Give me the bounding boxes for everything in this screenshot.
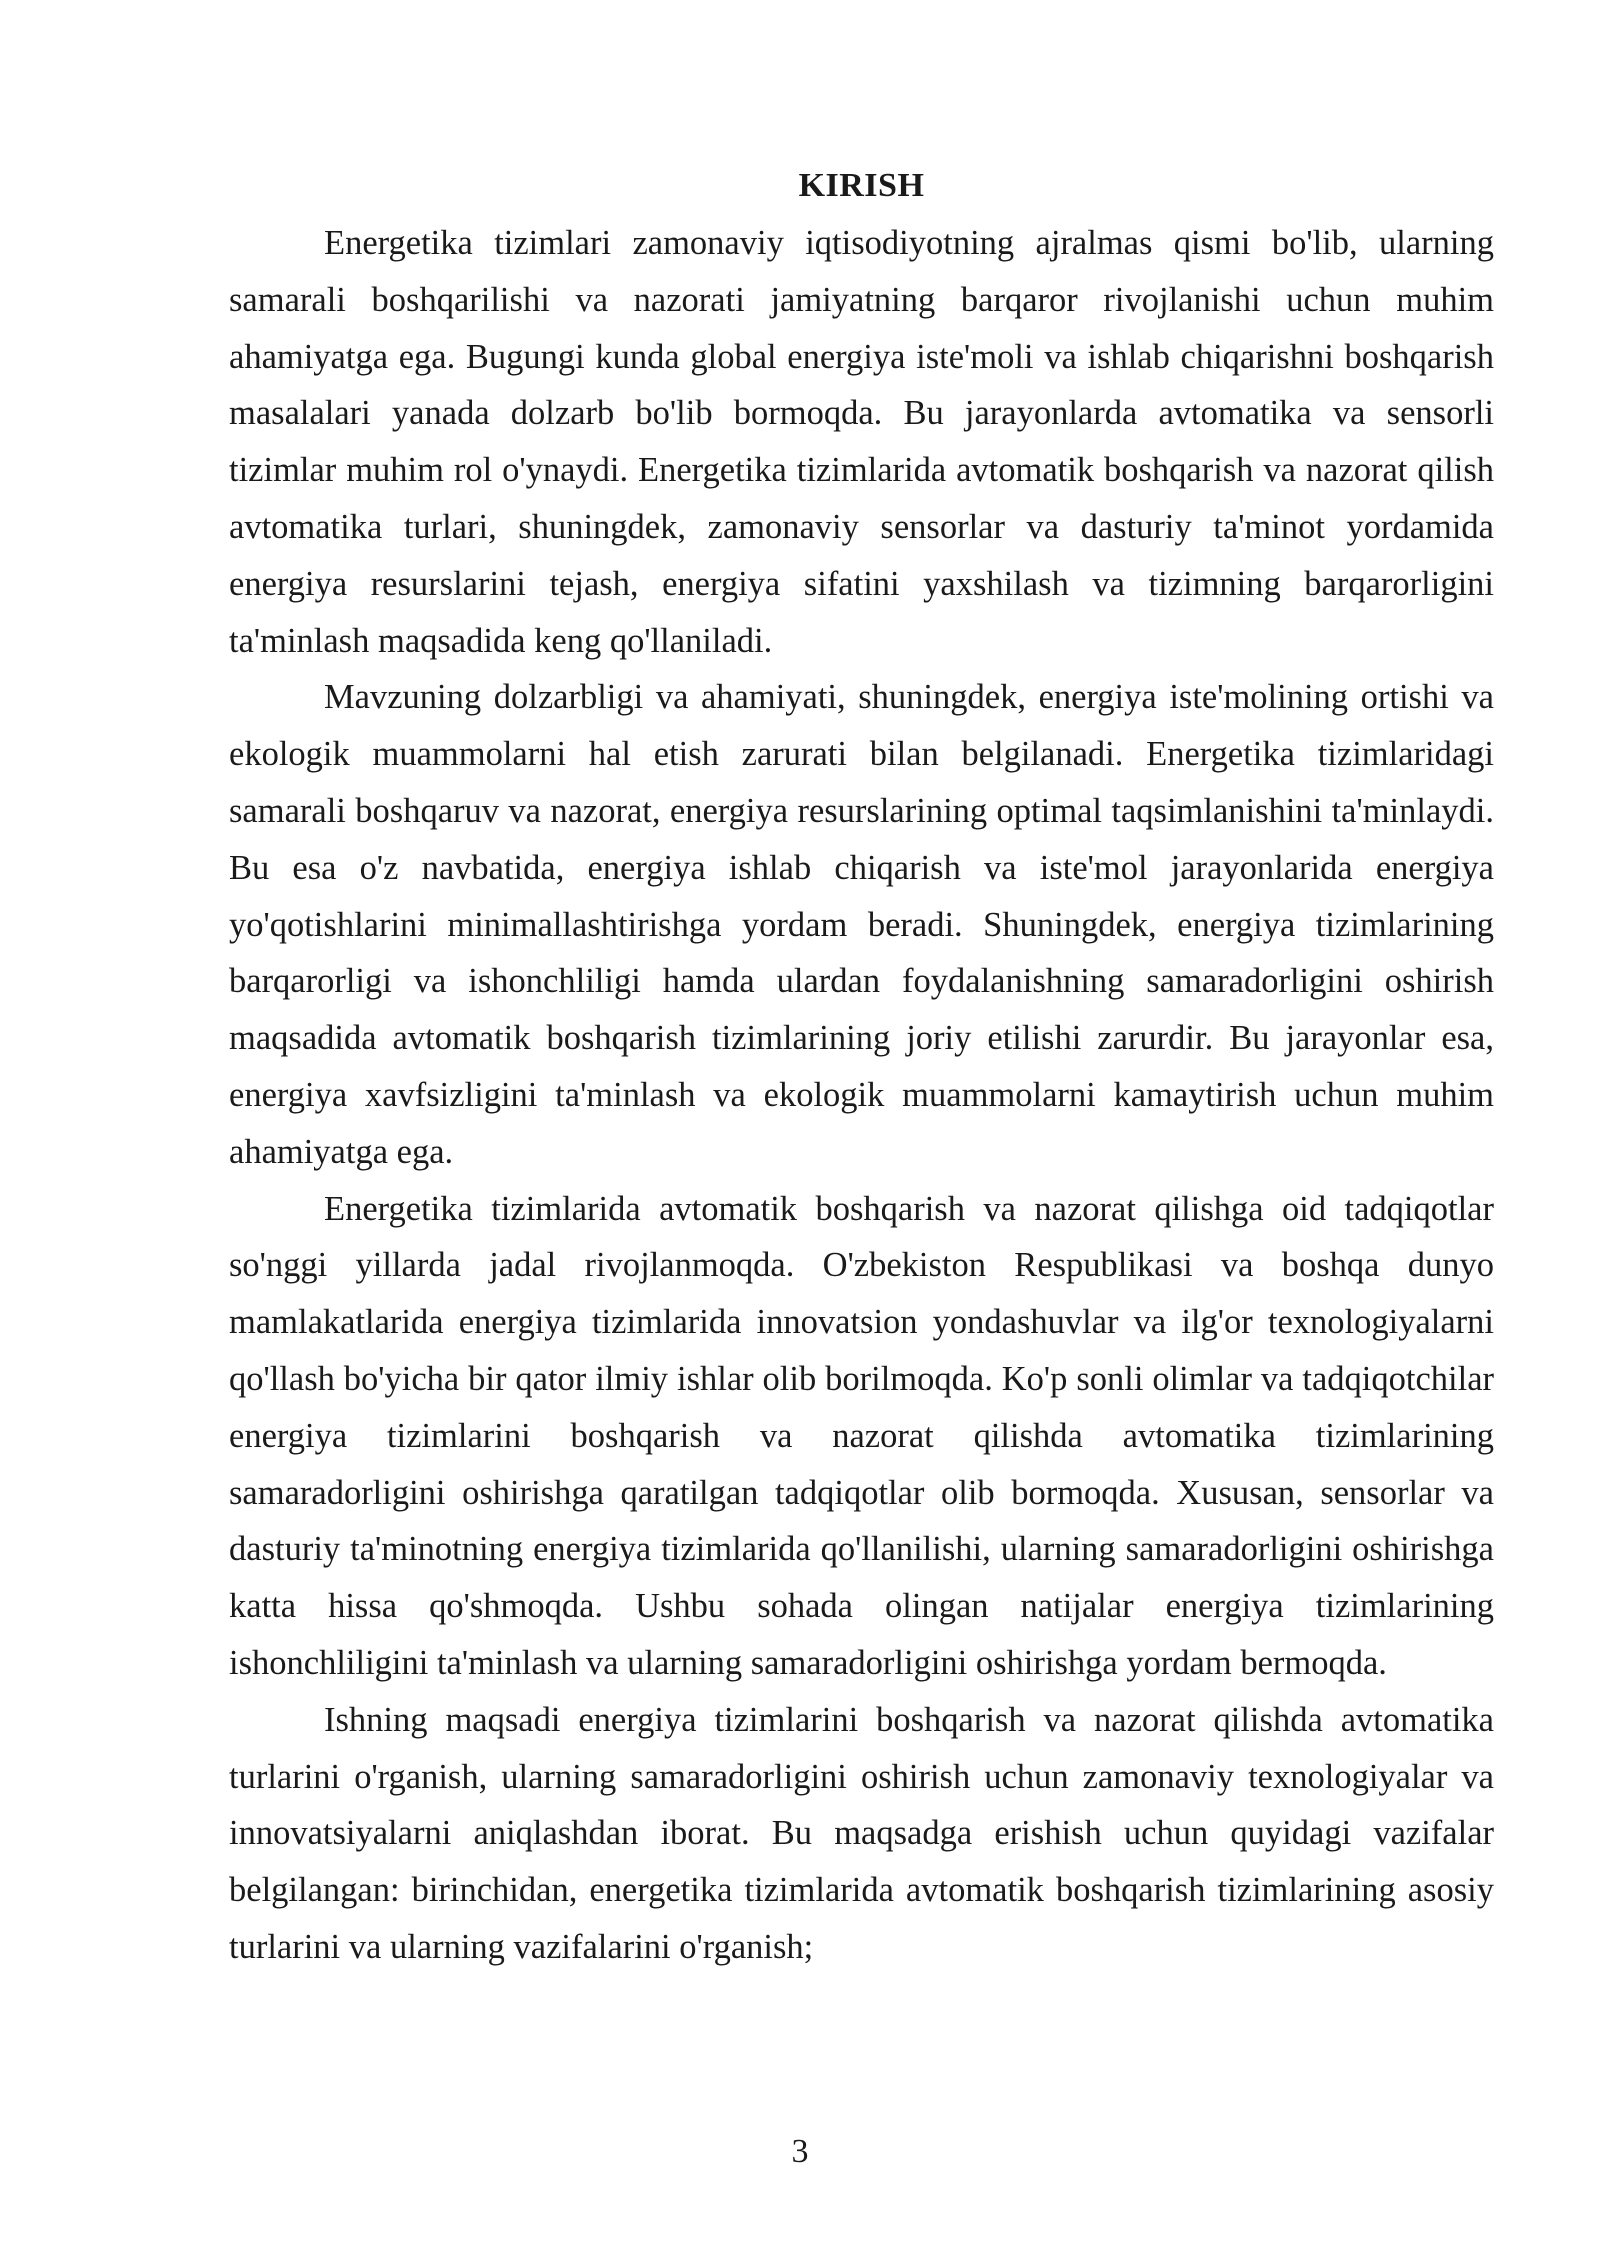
paragraph-intro: Energetika tizimlari zamonaviy iqtisodiyotning ajralmas qismi bo'lib, ularning samarali boshqarilishi va nazorati jamiyatning barqaror rivojlanishi uchun muhim ahamiyatga ega. Bugungi kunda global energiya iste'moli va ishlab chiqarishni boshqarish masalalari yanada dolzarb bo'lib bormoqda. Bu jarayonlarda avtomatika va sensorli tizimlar muhim rol o'ynaydi. Energetika tizimlarida avtomatik boshqarish va nazorat qilish avtomatika turlari, shuningdek, zamonaviy sensorlar va dasturiy ta'minot yordamida energiya resurslarini tejash, energiya sifatini yaxshilash va tizimning barqarorligini ta'minlash maqsadida keng qo'llaniladi.	[229, 224, 1494, 660]
page-number: 3	[791, 2133, 809, 2170]
paragraph-goal: Ishning maqsadi energiya tizimlarini boshqarish va nazorat qilishda avtomatika turlarini o'rganish, ularning samaradorligini oshirish uchun zamonaviy texnologiyalar va innovatsiyalarni aniqlashdan iborat. Bu maqsadga erishish uchun quyidagi vazifalar belgilangan: birinchidan, energetika tizimlarida avtomatik boshqarish tizimlarining asosiy turlarini va ularning vazifalarini o'rganish;	[229, 1700, 1494, 1966]
section-title: KIRISH	[798, 167, 925, 204]
paragraph-relevance: Mavzuning dolzarbligi va ahamiyati, shuningdek, energiya iste'molining ortishi va ekologik muammolarni hal etish zarurati bilan belgilanadi. Energetika tizimlaridagi samarali boshqaruv va nazorat, energiya resurslarining optimal taqsimlanishini ta'minlaydi. Bu esa o'z navbatida, energiya ishlab chiqarish va iste'mol jarayonlarida energiya yo'qotishlarini minimallashtirishga yordam beradi. Shuningdek, energiya tizimlarining barqarorligi va ishonchliligi hamda ulardan foydalanishning samaradorligini oshirish maqsadida avtomatik boshqarish tizimlarining joriy etilishi zarurdir. Bu jarayonlar esa, energiya xavfsizligini ta'minlash va ekologik muammolarni kamaytirish uchun muhim ahamiyatga ega.	[229, 678, 1494, 1171]
paragraph-research: Energetika tizimlarida avtomatik boshqarish va nazorat qilishga oid tadqiqotlar so'nggi yillarda jadal rivojlanmoqda. O'zbekiston Respublikasi va boshqa dunyo mamlakatlarida energiya tizimlarida innovatsion yondashuvlar va ilg'or texnologiyalarni qo'llash bo'yicha bir qator ilmiy ishlar olib borilmoqda. Ko'p sonli olimlar va tadqiqotchilar energiya tizimlarini boshqarish va nazorat qilishda avtomatika tizimlarining samaradorligini oshirishga qaratilgan tadqiqotlar olib bormoqda. Xususan, sensorlar va dasturiy ta'minotning energiya tizimlarida qo'llanilishi, ularning samaradorligini oshirishga katta hissa qo'shmoqda. Ushbu sohada olingan natijalar energiya tizimlarining ishonchliligini ta'minlash va ularning samaradorligini oshirishga yordam bermoqda.	[229, 1189, 1494, 1682]
document-page	[229, 158, 1494, 1976]
